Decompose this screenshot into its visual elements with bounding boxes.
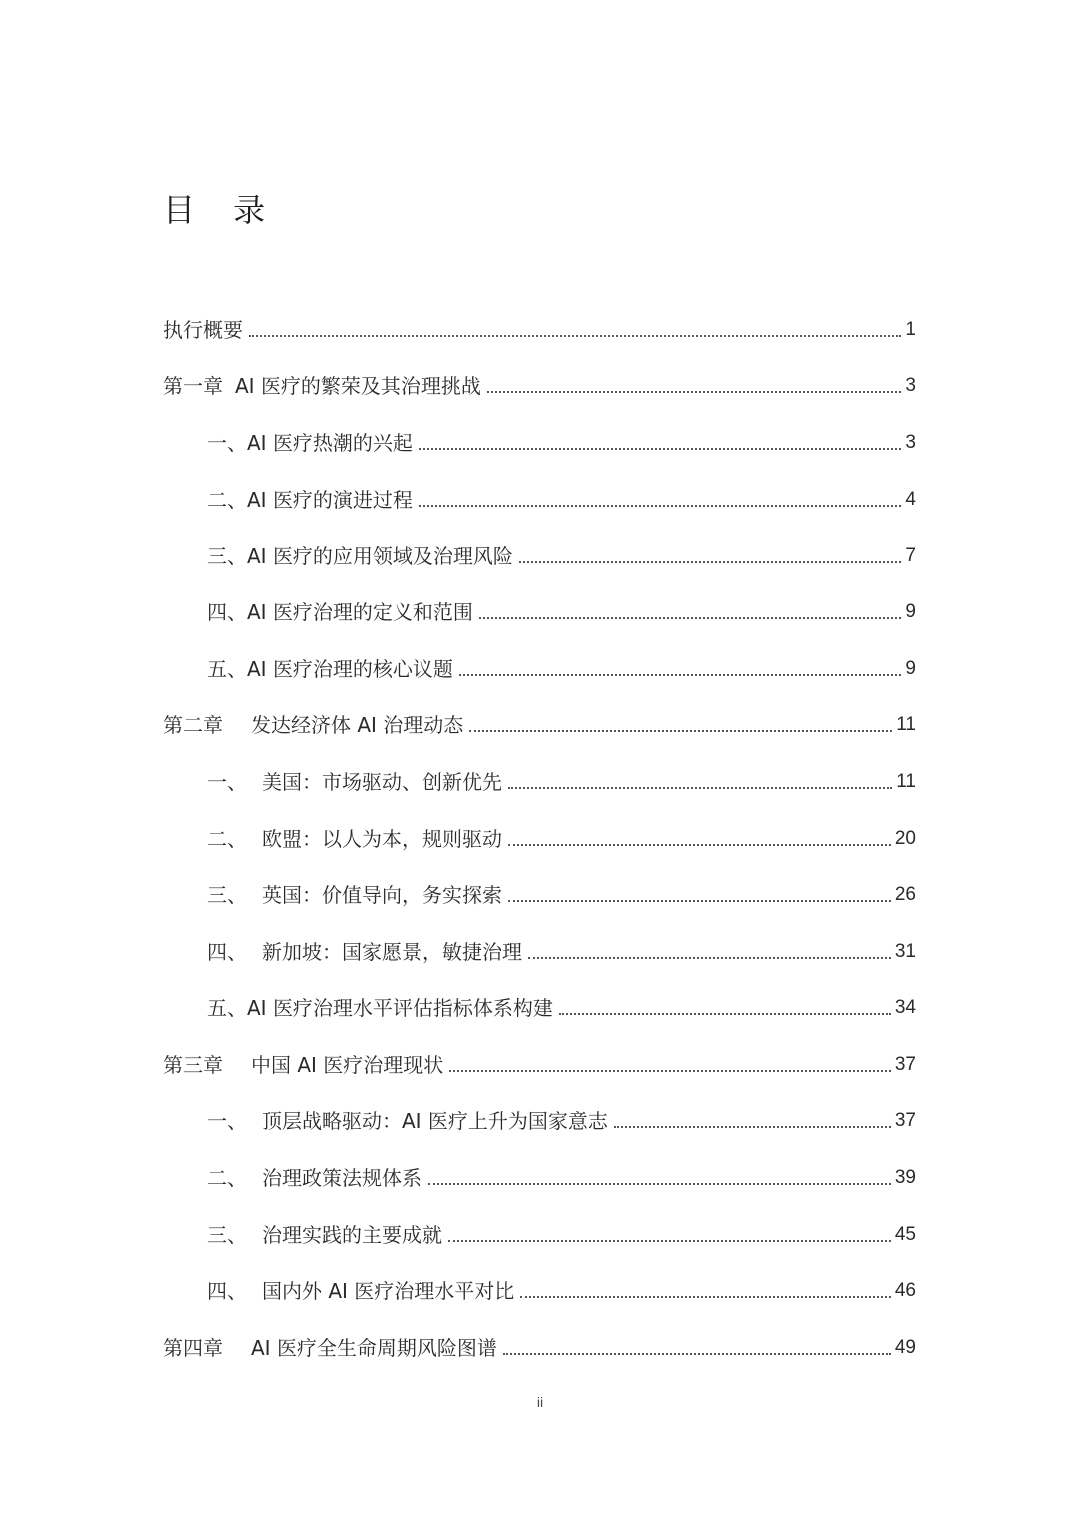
toc-entry-page: 4 — [905, 489, 916, 510]
toc-entry-2-5[interactable] — [207, 978, 916, 1022]
dot-leader — [614, 1126, 891, 1128]
toc-entry-label: 治理实践的主要成就 — [262, 1223, 442, 1247]
toc-entry-label: 发达经济体 AI 治理动态 — [251, 713, 464, 737]
toc-entry-label: 欧盟：以人为本，规则驱动 — [262, 827, 502, 851]
dot-leader — [449, 1070, 891, 1072]
dot-leader — [520, 1296, 891, 1298]
toc-entry-number: 四、 — [207, 940, 247, 964]
toc-entry-label: AI 医疗治理的核心议题 — [247, 657, 453, 681]
toc-entry-3-1[interactable] — [207, 1091, 916, 1135]
toc-entry-number: 二、 — [207, 488, 247, 512]
toc-entry-chapter-2[interactable] — [163, 695, 916, 739]
toc-entry-number: 一、 — [207, 431, 247, 455]
dot-leader — [528, 957, 891, 959]
dot-leader — [487, 391, 901, 393]
toc-entry-number: 第二章 — [163, 713, 223, 737]
toc-entry-label: 新加坡：国家愿景，敏捷治理 — [262, 940, 522, 964]
toc-entry-page: 31 — [894, 941, 916, 962]
dot-leader — [508, 787, 892, 789]
toc-entry-chapter-4[interactable] — [163, 1318, 916, 1362]
dot-leader — [419, 505, 901, 507]
toc-entry-3-2[interactable] — [207, 1148, 916, 1192]
toc-entry-2-1[interactable] — [207, 752, 916, 796]
toc-entry-page: 37 — [894, 1054, 916, 1075]
toc-entry-executive-summary[interactable] — [163, 300, 916, 344]
toc-entry-number: 一、 — [207, 770, 247, 794]
toc-entry-number: 五、 — [207, 996, 247, 1020]
toc-entry-page: 11 — [896, 771, 916, 792]
dot-leader — [503, 1353, 891, 1355]
toc-entry-1-2[interactable] — [207, 470, 916, 514]
toc-entry-label: AI 医疗的应用领域及治理风险 — [247, 544, 513, 568]
toc-entry-page: 9 — [905, 601, 916, 622]
toc-entry-label: 国内外 AI 医疗治理水平对比 — [262, 1279, 515, 1303]
dot-leader — [508, 900, 891, 902]
toc-entry-label: 顶层战略驱动：AI 医疗上升为国家意志 — [262, 1109, 608, 1133]
dot-leader — [459, 674, 901, 676]
toc-entry-page: 45 — [894, 1224, 916, 1245]
dot-leader — [419, 448, 901, 450]
toc-entry-label: 治理政策法规体系 — [262, 1166, 422, 1190]
toc-entry-1-3[interactable] — [207, 526, 916, 570]
dot-leader — [428, 1183, 891, 1185]
toc-entry-2-3[interactable] — [207, 865, 916, 909]
toc-entry-number: 三、 — [207, 883, 247, 907]
toc-entry-page: 20 — [894, 828, 916, 849]
toc-entry-1-5[interactable] — [207, 639, 916, 683]
toc-entry-page: 46 — [894, 1280, 916, 1301]
dot-leader — [469, 730, 892, 732]
toc-entry-3-3[interactable] — [207, 1205, 916, 1249]
toc-entry-number: 三、 — [207, 1223, 247, 1247]
toc-entry-3-4[interactable] — [207, 1261, 916, 1305]
dot-leader — [479, 617, 901, 619]
toc-entry-1-4[interactable] — [207, 582, 916, 626]
toc-entry-label: 中国 AI 医疗治理现状 — [251, 1053, 444, 1077]
toc-entry-page: 39 — [894, 1167, 916, 1188]
toc-entry-label: 美国：市场驱动、创新优先 — [262, 770, 502, 794]
toc-entry-page: 37 — [894, 1110, 916, 1131]
toc-entry-label: 执行概要 — [163, 318, 243, 342]
toc-entry-number: 二、 — [207, 1166, 247, 1190]
toc-entry-number: 一、 — [207, 1109, 247, 1133]
toc-entry-label: AI 医疗全生命周期风险图谱 — [251, 1336, 497, 1360]
footer-page-number: ii — [536, 1394, 544, 1410]
dot-leader — [559, 1013, 891, 1015]
toc-entry-label: AI 医疗治理水平评估指标体系构建 — [247, 996, 553, 1020]
toc-entry-page: 7 — [905, 545, 916, 566]
toc-entry-page: 9 — [905, 658, 916, 679]
toc-entry-label: AI 医疗的演进过程 — [247, 488, 413, 512]
toc-entry-number: 第一章 — [163, 374, 223, 398]
toc-entry-number: 第三章 — [163, 1053, 223, 1077]
toc-entry-1-1[interactable] — [207, 413, 916, 457]
toc-entry-number: 第四章 — [163, 1336, 223, 1360]
toc-entry-number: 四、 — [207, 600, 247, 624]
page-title: 目 录 — [163, 191, 280, 229]
toc-entry-page: 1 — [905, 319, 916, 340]
toc-entry-label: AI 医疗的繁荣及其治理挑战 — [235, 374, 481, 398]
toc-entry-page: 3 — [905, 432, 916, 453]
dot-leader — [508, 844, 891, 846]
toc-entry-number: 三、 — [207, 544, 247, 568]
toc-entry-label: AI 医疗治理的定义和范围 — [247, 600, 473, 624]
toc-entry-number: 二、 — [207, 827, 247, 851]
toc-entry-label: 英国：价值导向，务实探索 — [262, 883, 502, 907]
toc-entry-2-4[interactable] — [207, 922, 916, 966]
dot-leader — [448, 1240, 891, 1242]
dot-leader — [519, 561, 901, 563]
toc-entry-2-2[interactable] — [207, 809, 916, 853]
dot-leader — [249, 335, 901, 337]
toc-entry-page: 34 — [894, 997, 916, 1018]
toc-entry-number: 四、 — [207, 1279, 247, 1303]
toc-entry-chapter-3[interactable] — [163, 1035, 916, 1079]
toc-entry-page: 49 — [894, 1337, 916, 1358]
toc-entry-label: AI 医疗热潮的兴起 — [247, 431, 413, 455]
toc-entry-number: 五、 — [207, 657, 247, 681]
toc-entry-page: 26 — [894, 884, 916, 905]
toc-entry-page: 3 — [905, 375, 916, 396]
toc-entry-page: 11 — [896, 714, 916, 735]
toc-entry-chapter-1[interactable] — [163, 356, 916, 400]
